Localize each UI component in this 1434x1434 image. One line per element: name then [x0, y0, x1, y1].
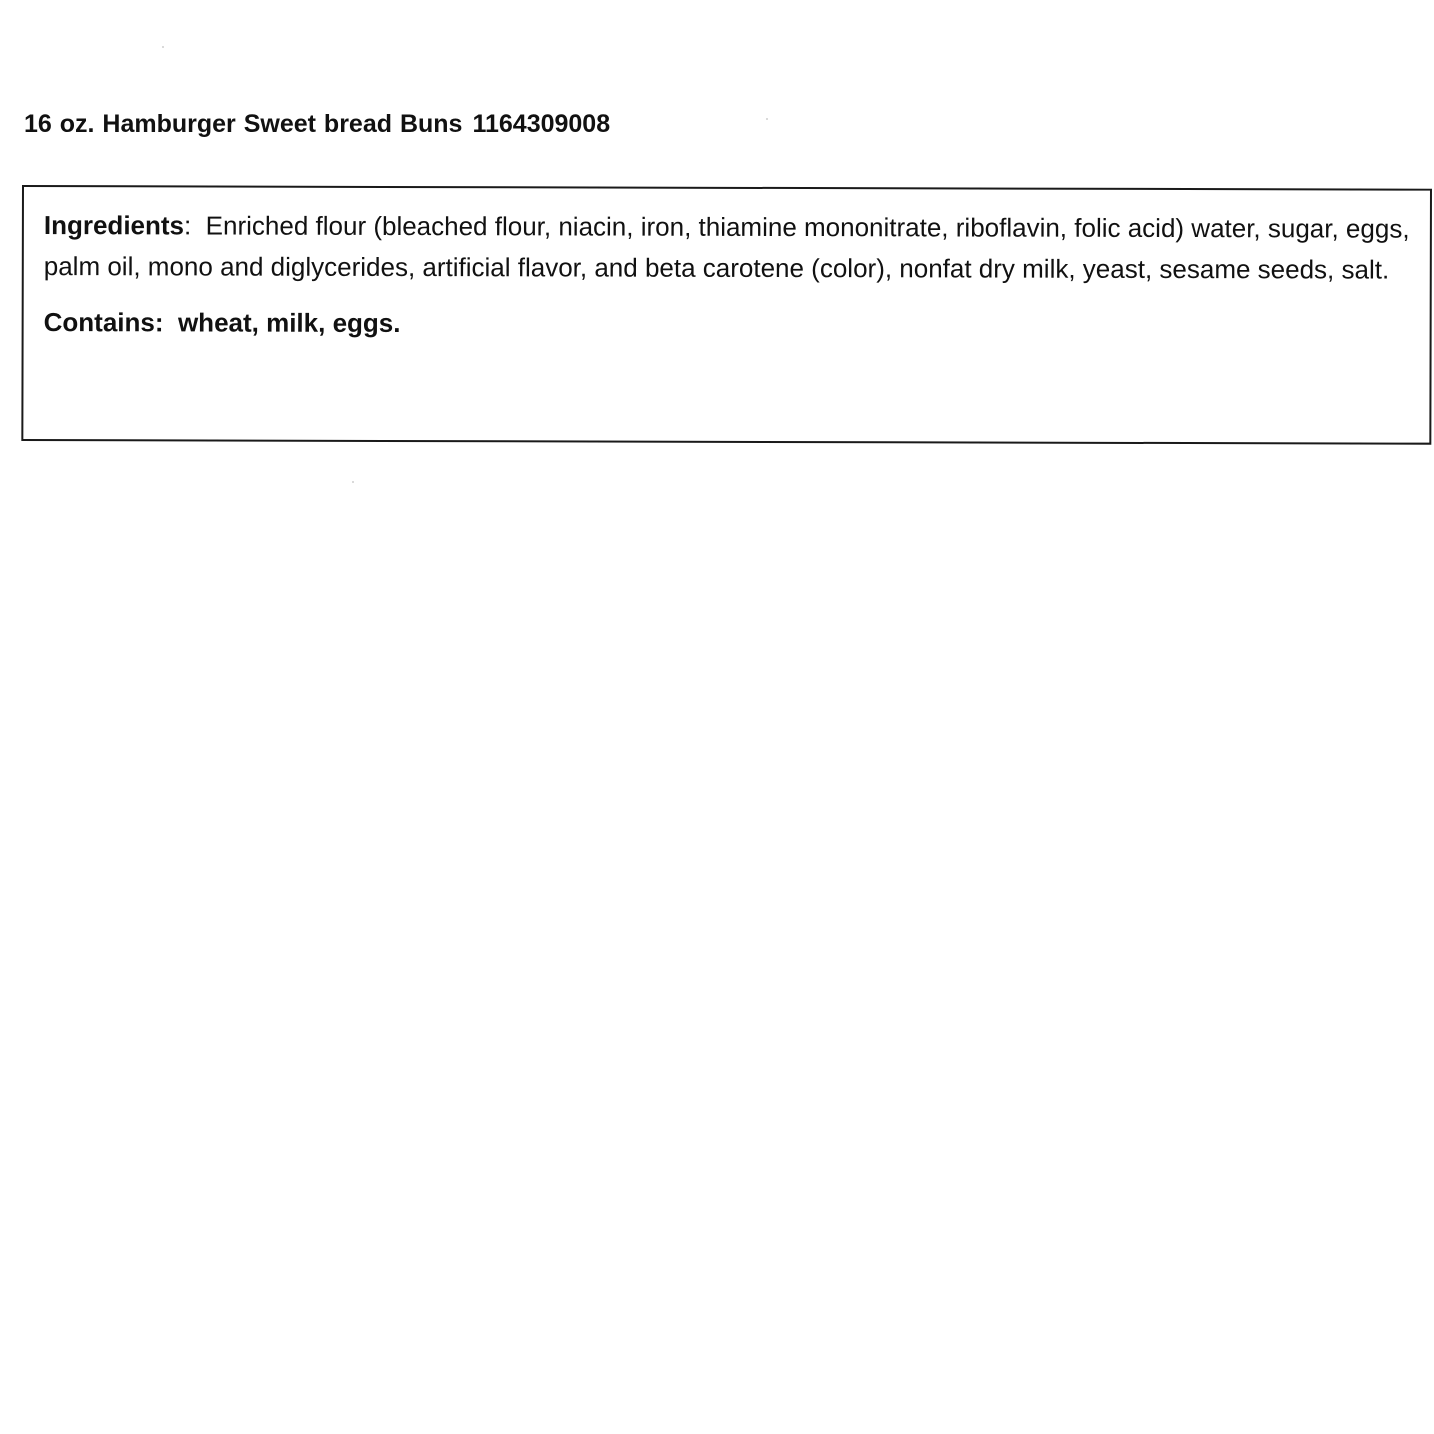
ingredients-separator: : [183, 210, 206, 241]
ingredients-statement [44, 205, 1410, 291]
product-title [24, 110, 610, 139]
allergen-statement [44, 305, 1410, 343]
ingredients-heading: Ingredients [43, 210, 185, 241]
product-name: 16 oz. Hamburger Sweet bread Buns [24, 110, 463, 138]
contains-heading: Contains: [43, 307, 164, 338]
contains-text: wheat, milk, eggs. [177, 307, 401, 338]
scan-speck [766, 118, 768, 120]
product-code: 1164309008 [472, 110, 611, 138]
scan-speck [352, 481, 354, 483]
ingredients-label-box [21, 185, 1432, 445]
contains-separator [163, 307, 178, 337]
ingredients-text: Enriched flour (bleached flour, niacin, iron, thiamine mononitrate, riboflavin, folic acid) water, sugar, eggs, palm oil, mono and diglycerides, artificial flavor, and beta carotene (color), nonfat dry milk, yeast, sesame seeds, salt. [43, 210, 1410, 285]
scan-speck [162, 46, 164, 48]
